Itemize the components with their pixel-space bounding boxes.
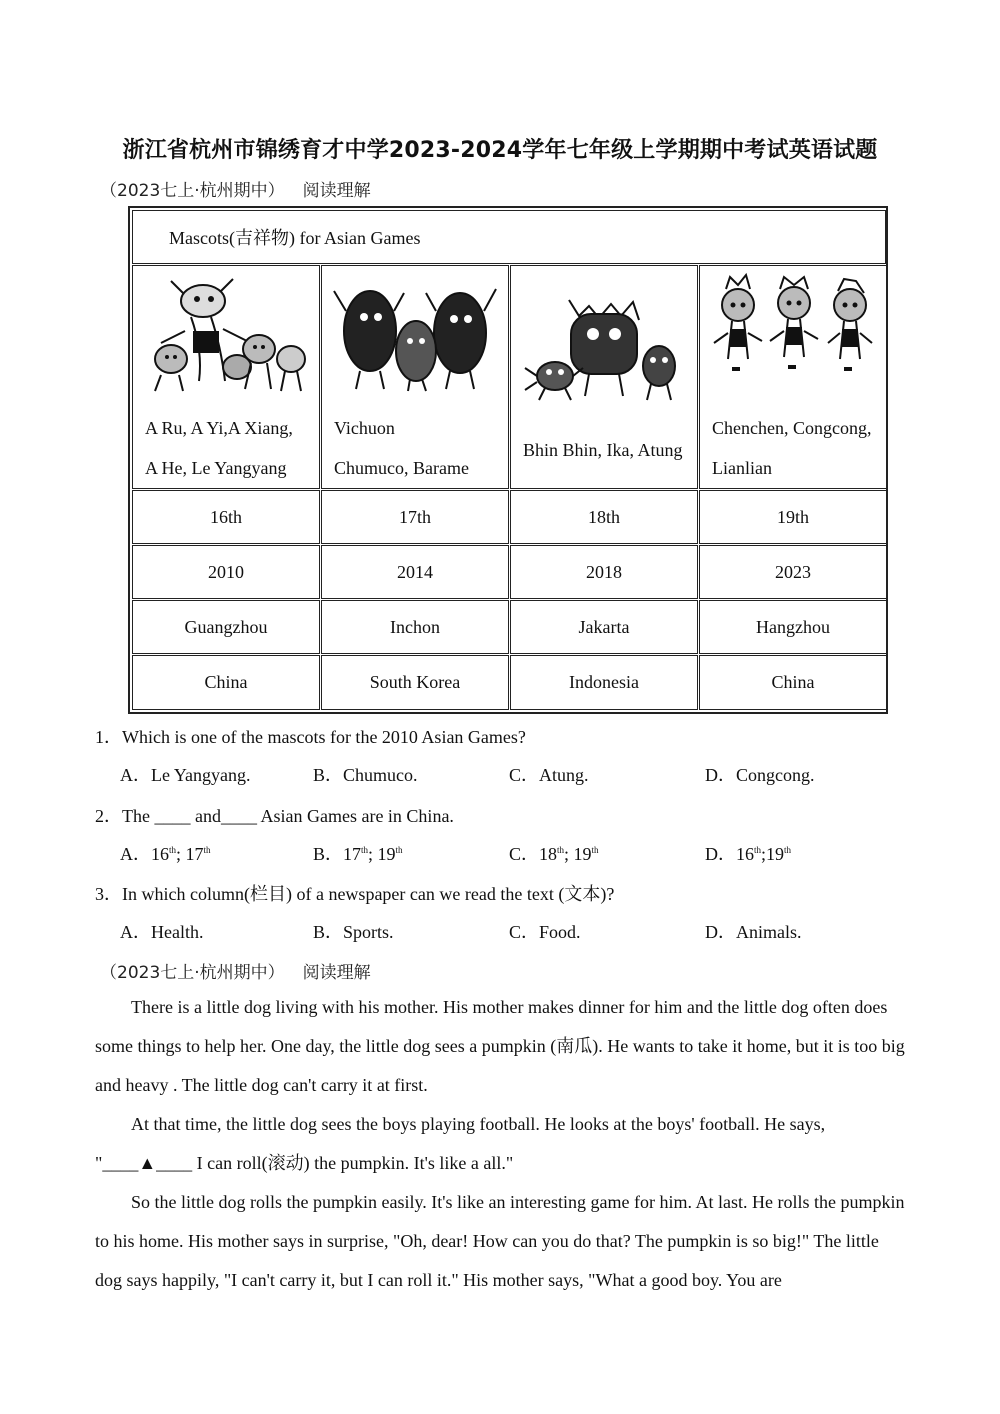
option-number: 18: [539, 844, 558, 864]
section-2-source: [100, 958, 371, 983]
paragraph-text: So the little dog rolls the pumpkin easily. It's like an interesting game for him. At last. He rolls the pumpkin to his home. His mother says in surprise, "Oh, dear! How can you do that? The pumpkin is so big!" The little dog says happily, "I can't carry it, but I can roll it." His mother says, "What a good boy. You are: [95, 1192, 905, 1290]
ordinal-suffix: th: [395, 845, 403, 855]
mascot-names-line-1: A Ru, A Yi,A Xiang,: [145, 418, 293, 438]
option-letter: C．: [509, 844, 540, 864]
question-1-option-c[interactable]: C．Atung.: [509, 765, 589, 785]
mascot-names-line-2: Lianlian: [712, 458, 772, 478]
mascot-image-hangzhou: [700, 266, 886, 402]
mascot-image-guangzhou: [133, 266, 319, 402]
question-2-option-c[interactable]: [509, 840, 599, 866]
question-3-option-d[interactable]: D．Animals.: [705, 922, 802, 942]
document-title: 浙江省杭州市锦绣育才中学2023-2024学年七年级上学期期中考试英语试题: [122, 138, 878, 163]
edition-cell: 17th: [321, 490, 509, 544]
mascot-names-line-1: Vichuon: [334, 418, 395, 438]
passage-paragraph-1: [95, 988, 905, 1105]
question-1-option-d[interactable]: D．Congcong.: [705, 765, 815, 785]
question-2-option-b[interactable]: [313, 840, 403, 866]
mascot-cell-16th: [132, 265, 320, 489]
year-cell: 2018: [510, 545, 698, 599]
option-letter: A．: [120, 844, 151, 864]
ordinal-suffix: th: [591, 845, 599, 855]
country-cell: South Korea: [321, 655, 509, 710]
city-cell: Hangzhou: [699, 600, 887, 654]
mascot-names-16th: [133, 402, 319, 488]
edition-cell: 18th: [510, 490, 698, 544]
passage-paragraph-2: [95, 1105, 905, 1183]
edition-cell: 16th: [132, 490, 320, 544]
option-letter: D．: [705, 844, 736, 864]
edition-cell: 19th: [699, 490, 887, 544]
question-3-option-a[interactable]: A．Health.: [120, 922, 204, 942]
question-1-option-a[interactable]: A．Le Yangyang.: [120, 765, 251, 785]
country-cell: China: [132, 655, 320, 710]
year-cell: 2010: [132, 545, 320, 599]
section-1-origin: （2023七上·杭州期中）: [100, 181, 285, 201]
mascot-table: [128, 206, 888, 714]
mascot-names-18th: [511, 412, 697, 488]
mascot-names-17th: [322, 402, 508, 488]
mascot-cell-19th: [699, 265, 887, 489]
option-separator: ;: [368, 844, 378, 864]
question-1-stem: 1．Which is one of the mascots for the 2010 Asian Games?: [95, 727, 526, 747]
mascot-names-19th: [700, 402, 886, 488]
mascot-names-line-1: Chenchen, Congcong,: [712, 418, 872, 438]
option-number: 17: [343, 844, 362, 864]
option-number: 19: [766, 844, 785, 864]
ordinal-suffix: th: [361, 845, 369, 855]
country-cell: China: [699, 655, 887, 710]
option-number: 19: [573, 844, 592, 864]
mascot-image-inchon: [322, 266, 508, 402]
mascot-names-line-2: Chumuco, Barame: [334, 458, 469, 478]
section-1-source: [100, 176, 371, 201]
section-2-origin: （2023七上·杭州期中）: [100, 963, 285, 983]
question-2-option-d[interactable]: [705, 840, 791, 866]
ordinal-suffix: th: [784, 845, 792, 855]
mascot-names-line-1: Bhin Bhin, Ika, Atung: [523, 440, 683, 461]
passage-paragraph-3: [95, 1183, 905, 1300]
option-number: 16: [736, 844, 754, 864]
option-letter: B．: [313, 844, 344, 864]
ordinal-suffix: th: [203, 845, 211, 855]
ordinal-suffix: th: [169, 845, 177, 855]
paragraph-text: There is a little dog living with his mother. His mother makes dinner for him and the little dog often does some things to help her. One day, the little dog sees a pumpkin (南瓜). He wants to take it home, but it is too big and heavy . The little dog can't carry it at first.: [95, 997, 905, 1095]
option-number: 16: [151, 844, 169, 864]
option-separator: ;: [176, 844, 186, 864]
year-cell: 2014: [321, 545, 509, 599]
question-3-stem: 3．In which column(栏目) of a newspaper can we read the text (文本)?: [95, 884, 615, 904]
question-2-option-a[interactable]: [120, 840, 211, 866]
question-1-option-b[interactable]: B．Chumuco.: [313, 765, 418, 785]
city-cell: Jakarta: [510, 600, 698, 654]
option-number: 19: [377, 844, 396, 864]
mascot-cell-18th: [510, 265, 698, 489]
mascot-image-jakarta: [511, 266, 697, 412]
question-2-stem: 2．The ____ and____ Asian Games are in China.: [95, 806, 454, 826]
option-separator: ;: [761, 844, 767, 864]
year-cell: 2023: [699, 545, 887, 599]
option-separator: ;: [564, 844, 574, 864]
table-header: Mascots(吉祥物) for Asian Games: [132, 210, 886, 264]
option-number: 17: [185, 844, 204, 864]
section-2-type: 阅读理解: [302, 963, 371, 983]
city-cell: Inchon: [321, 600, 509, 654]
ordinal-suffix: th: [557, 845, 565, 855]
mascot-cell-17th: [321, 265, 509, 489]
section-1-type: 阅读理解: [302, 181, 371, 201]
city-cell: Guangzhou: [132, 600, 320, 654]
country-cell: Indonesia: [510, 655, 698, 710]
question-3-option-c[interactable]: C．Food.: [509, 922, 581, 942]
mascot-names-line-2: A He, Le Yangyang: [145, 458, 287, 478]
question-3-option-b[interactable]: B．Sports.: [313, 922, 394, 942]
paragraph-text: At that time, the little dog sees the boys playing football. He looks at the boys' football. He says, "____▲____ I can roll(滚动) the pumpkin. It's like a all.": [95, 1114, 826, 1173]
ordinal-suffix: th: [754, 845, 762, 855]
